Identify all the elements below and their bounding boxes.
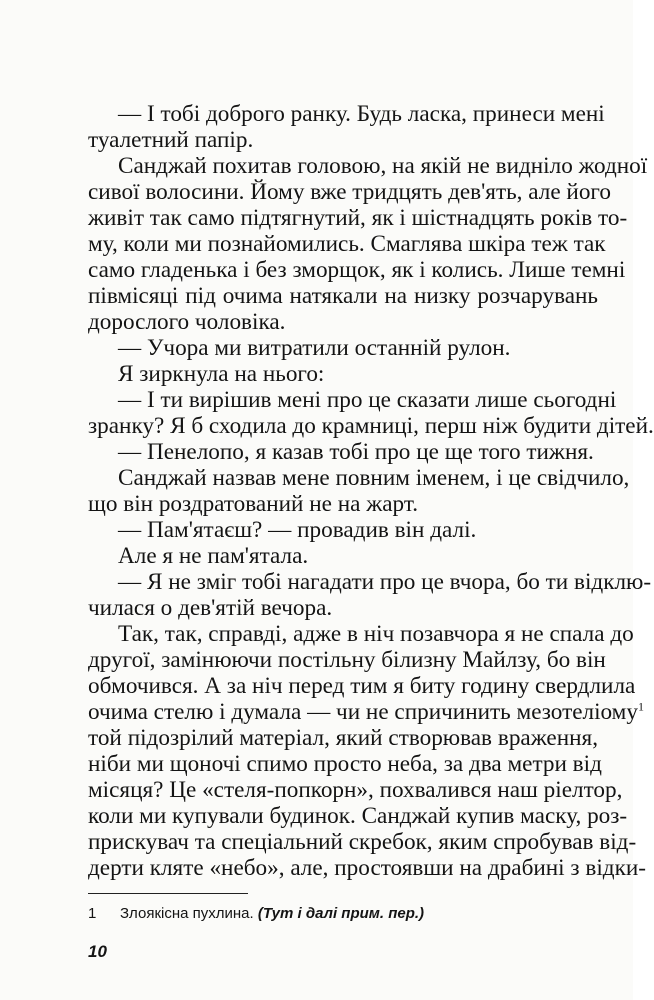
text-line — [88, 699, 644, 727]
text-line: той підозрілий матеріал, який створював враження, — [88, 725, 598, 751]
text-line: — І ти вирішив мені про це сказати лише сьогодні — [118, 387, 617, 413]
text-line: коли ми купували будинок. Санджай купив маску, роз- — [88, 803, 628, 829]
text-line: — Пам'ятаєш? — провадив він далі. — [118, 517, 477, 543]
footnote-reference: 1 — [637, 699, 644, 714]
text-line: туалетний папір. — [88, 127, 254, 153]
text-line: само гладенька і без зморщок, як і колись. Лише темні — [88, 257, 626, 283]
text-line: ніби ми щоночі спимо просто неба, за два метри від — [88, 751, 602, 777]
text-line: півмісяці під очима натякали на низку розчарувань — [88, 283, 598, 309]
text-span: очима стелю і думала — чи не спричинить мезотеліому — [88, 699, 638, 725]
page-number: 10 — [88, 942, 107, 961]
footnote-text: Злоякісна пухлина. — [120, 905, 258, 922]
text-line: — І тобі доброго ранку. Будь ласка, принеси мені — [118, 101, 605, 127]
text-line: Санджай похитав головою, на якій не видніло жодної — [118, 153, 648, 179]
footnote-note: (Тут і далі прим. пер.) — [257, 905, 425, 922]
text-line: сивої волосини. Йому вже тридцять дев'ять, але його — [88, 179, 611, 205]
footnote-divider — [88, 893, 248, 894]
text-line: що він роздратований не на жарт. — [88, 491, 419, 517]
footnote-mark: 1 — [88, 905, 97, 922]
text-line: чилася о дев'ятій вечора. — [88, 595, 333, 621]
text-line: другої, замінюючи постільну білизну Майлзу, бо він — [88, 647, 606, 673]
text-line: — Учора ми витратили останній рулон. — [118, 335, 511, 361]
text-line: — Я не зміг тобі нагадати про це вчора, бо ти відклю- — [118, 569, 652, 595]
text-line: му, коли ми познайомились. Смаглява шкіра теж так — [88, 231, 606, 257]
text-line: прискувач та спеціальний скребок, яким спробував від- — [88, 829, 637, 855]
text-line: дорослого чоловіка. — [88, 309, 286, 335]
text-line: живіт так само підтягнутий, як і шістнадцять років то- — [88, 205, 628, 231]
text-line: місяця? Це «стеля-попкорн», похвалився наш ріелтор, — [88, 777, 623, 803]
text-line: Але я не пам'ятала. — [118, 543, 309, 569]
footnote — [88, 905, 424, 923]
text-line: дерти кляте «небо», але, простоявши на драбині з відки- — [88, 855, 646, 881]
text-line: — Пенелопо, я казав тобі про це ще того тижня. — [118, 439, 594, 465]
text-line: зранку? Я б сходила до крамниці, перш ніж будити дітей. — [88, 413, 654, 439]
text-line: Так, так, справді, адже в ніч позавчора я не спала до — [118, 621, 634, 647]
text-line: обмочився. А за ніч перед тим я биту годину свердлила — [88, 673, 636, 699]
text-line: Я зиркнула на нього: — [118, 361, 325, 387]
text-line: Санджай назвав мене повним іменем, і це свідчило, — [118, 465, 630, 491]
